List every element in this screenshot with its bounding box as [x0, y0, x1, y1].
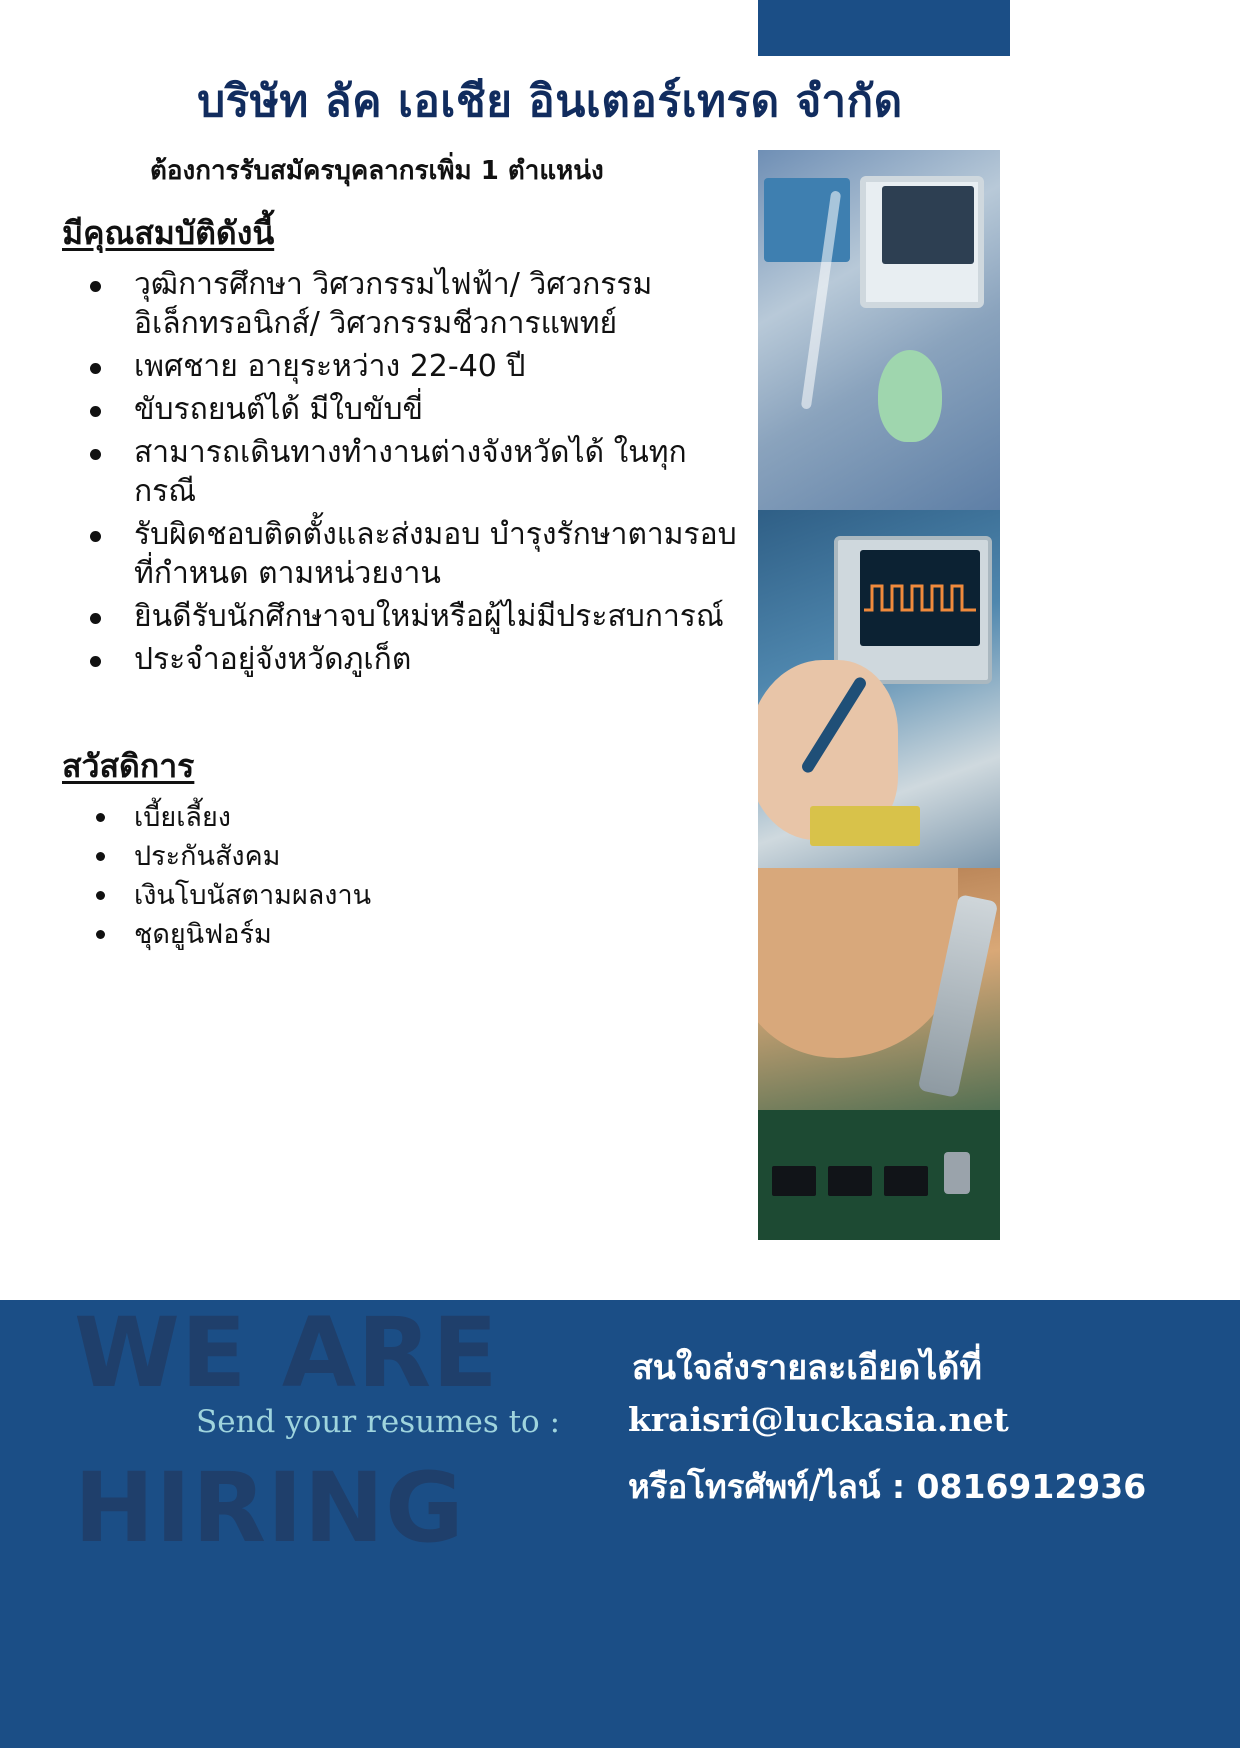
- resuscitation-bag-icon: [878, 350, 942, 442]
- monitor-display-icon: [882, 186, 974, 264]
- benefits-list: [62, 798, 742, 955]
- list-item: ขับรถยนต์ได้ มีใบขับขี่: [62, 390, 742, 429]
- contact-email[interactable]: kraisri@luckasia.net: [628, 1400, 1009, 1439]
- list-item: ยินดีรับนักศึกษาจบใหม่หรือผู้ไม่มีประสบการณ์: [62, 597, 742, 636]
- main-content: [62, 208, 742, 955]
- qualifications-list: [62, 265, 742, 679]
- list-item: ประกันสังคม: [62, 837, 742, 876]
- hiring-line-1: WE ARE: [74, 1300, 499, 1409]
- list-item: เงินโบนัสตามผลงาน: [62, 876, 742, 915]
- list-item: วุฒิการศึกษา วิศวกรรมไฟฟ้า/ วิศวกรรมอิเล็กทรอนิกส์/ วิศวกรรมชีวการแพทย์: [62, 265, 742, 343]
- benefits-heading: สวัสดิการ: [62, 747, 195, 785]
- photo-column: [758, 150, 1000, 1240]
- circuit-board-icon: [810, 806, 920, 846]
- top-accent-bar: [758, 0, 1010, 56]
- hiring-line-2: HIRING: [74, 1452, 465, 1565]
- hand-icon: [758, 868, 958, 1058]
- chip-icon: [884, 1166, 928, 1196]
- contact-thai-intro: สนใจส่งรายละเอียดได้ที่: [632, 1348, 982, 1388]
- footer: [0, 1300, 1240, 1748]
- list-item: สามารถเดินทางทำงานต่างจังหวัดได้ ในทุกกรณี: [62, 433, 742, 511]
- list-item: เพศชาย อายุระหว่าง 22-40 ปี: [62, 347, 742, 386]
- page-title: บริษัท ลัค เอเชีย อินเตอร์เทรด จำกัด: [197, 76, 903, 127]
- chip-icon: [828, 1166, 872, 1196]
- soldering-circuit-board-photo: [758, 868, 1000, 1240]
- contact-phone[interactable]: หรือโทรศัพท์/ไลน์ : 0816912936: [628, 1467, 1147, 1506]
- list-item: รับผิดชอบติดตั้งและส่งมอบ บำรุงรักษาตามรอบที่กำหนด ตามหน่วยงาน: [62, 515, 742, 593]
- capacitor-icon: [944, 1152, 970, 1194]
- list-item: ชุดยูนิฟอร์ม: [62, 915, 742, 954]
- page-subtitle: ต้องการรับสมัครบุคลากรเพิ่ม 1 ตำแหน่ง: [150, 156, 604, 186]
- list-item: เบี้ยเลี้ยง: [62, 798, 742, 837]
- oscilloscope-testing-photo: [758, 510, 1000, 868]
- list-item: ประจำอยู่จังหวัดภูเก็ต: [62, 640, 742, 679]
- chip-icon: [772, 1166, 816, 1196]
- ventilator-medical-equipment-photo: [758, 150, 1000, 510]
- contact-english-label: Send your resumes to :: [196, 1404, 561, 1440]
- pcb-icon: [758, 1110, 1000, 1240]
- waveform-icon: [864, 576, 976, 620]
- qualifications-heading: มีคุณสมบัติดังนี้: [62, 214, 275, 252]
